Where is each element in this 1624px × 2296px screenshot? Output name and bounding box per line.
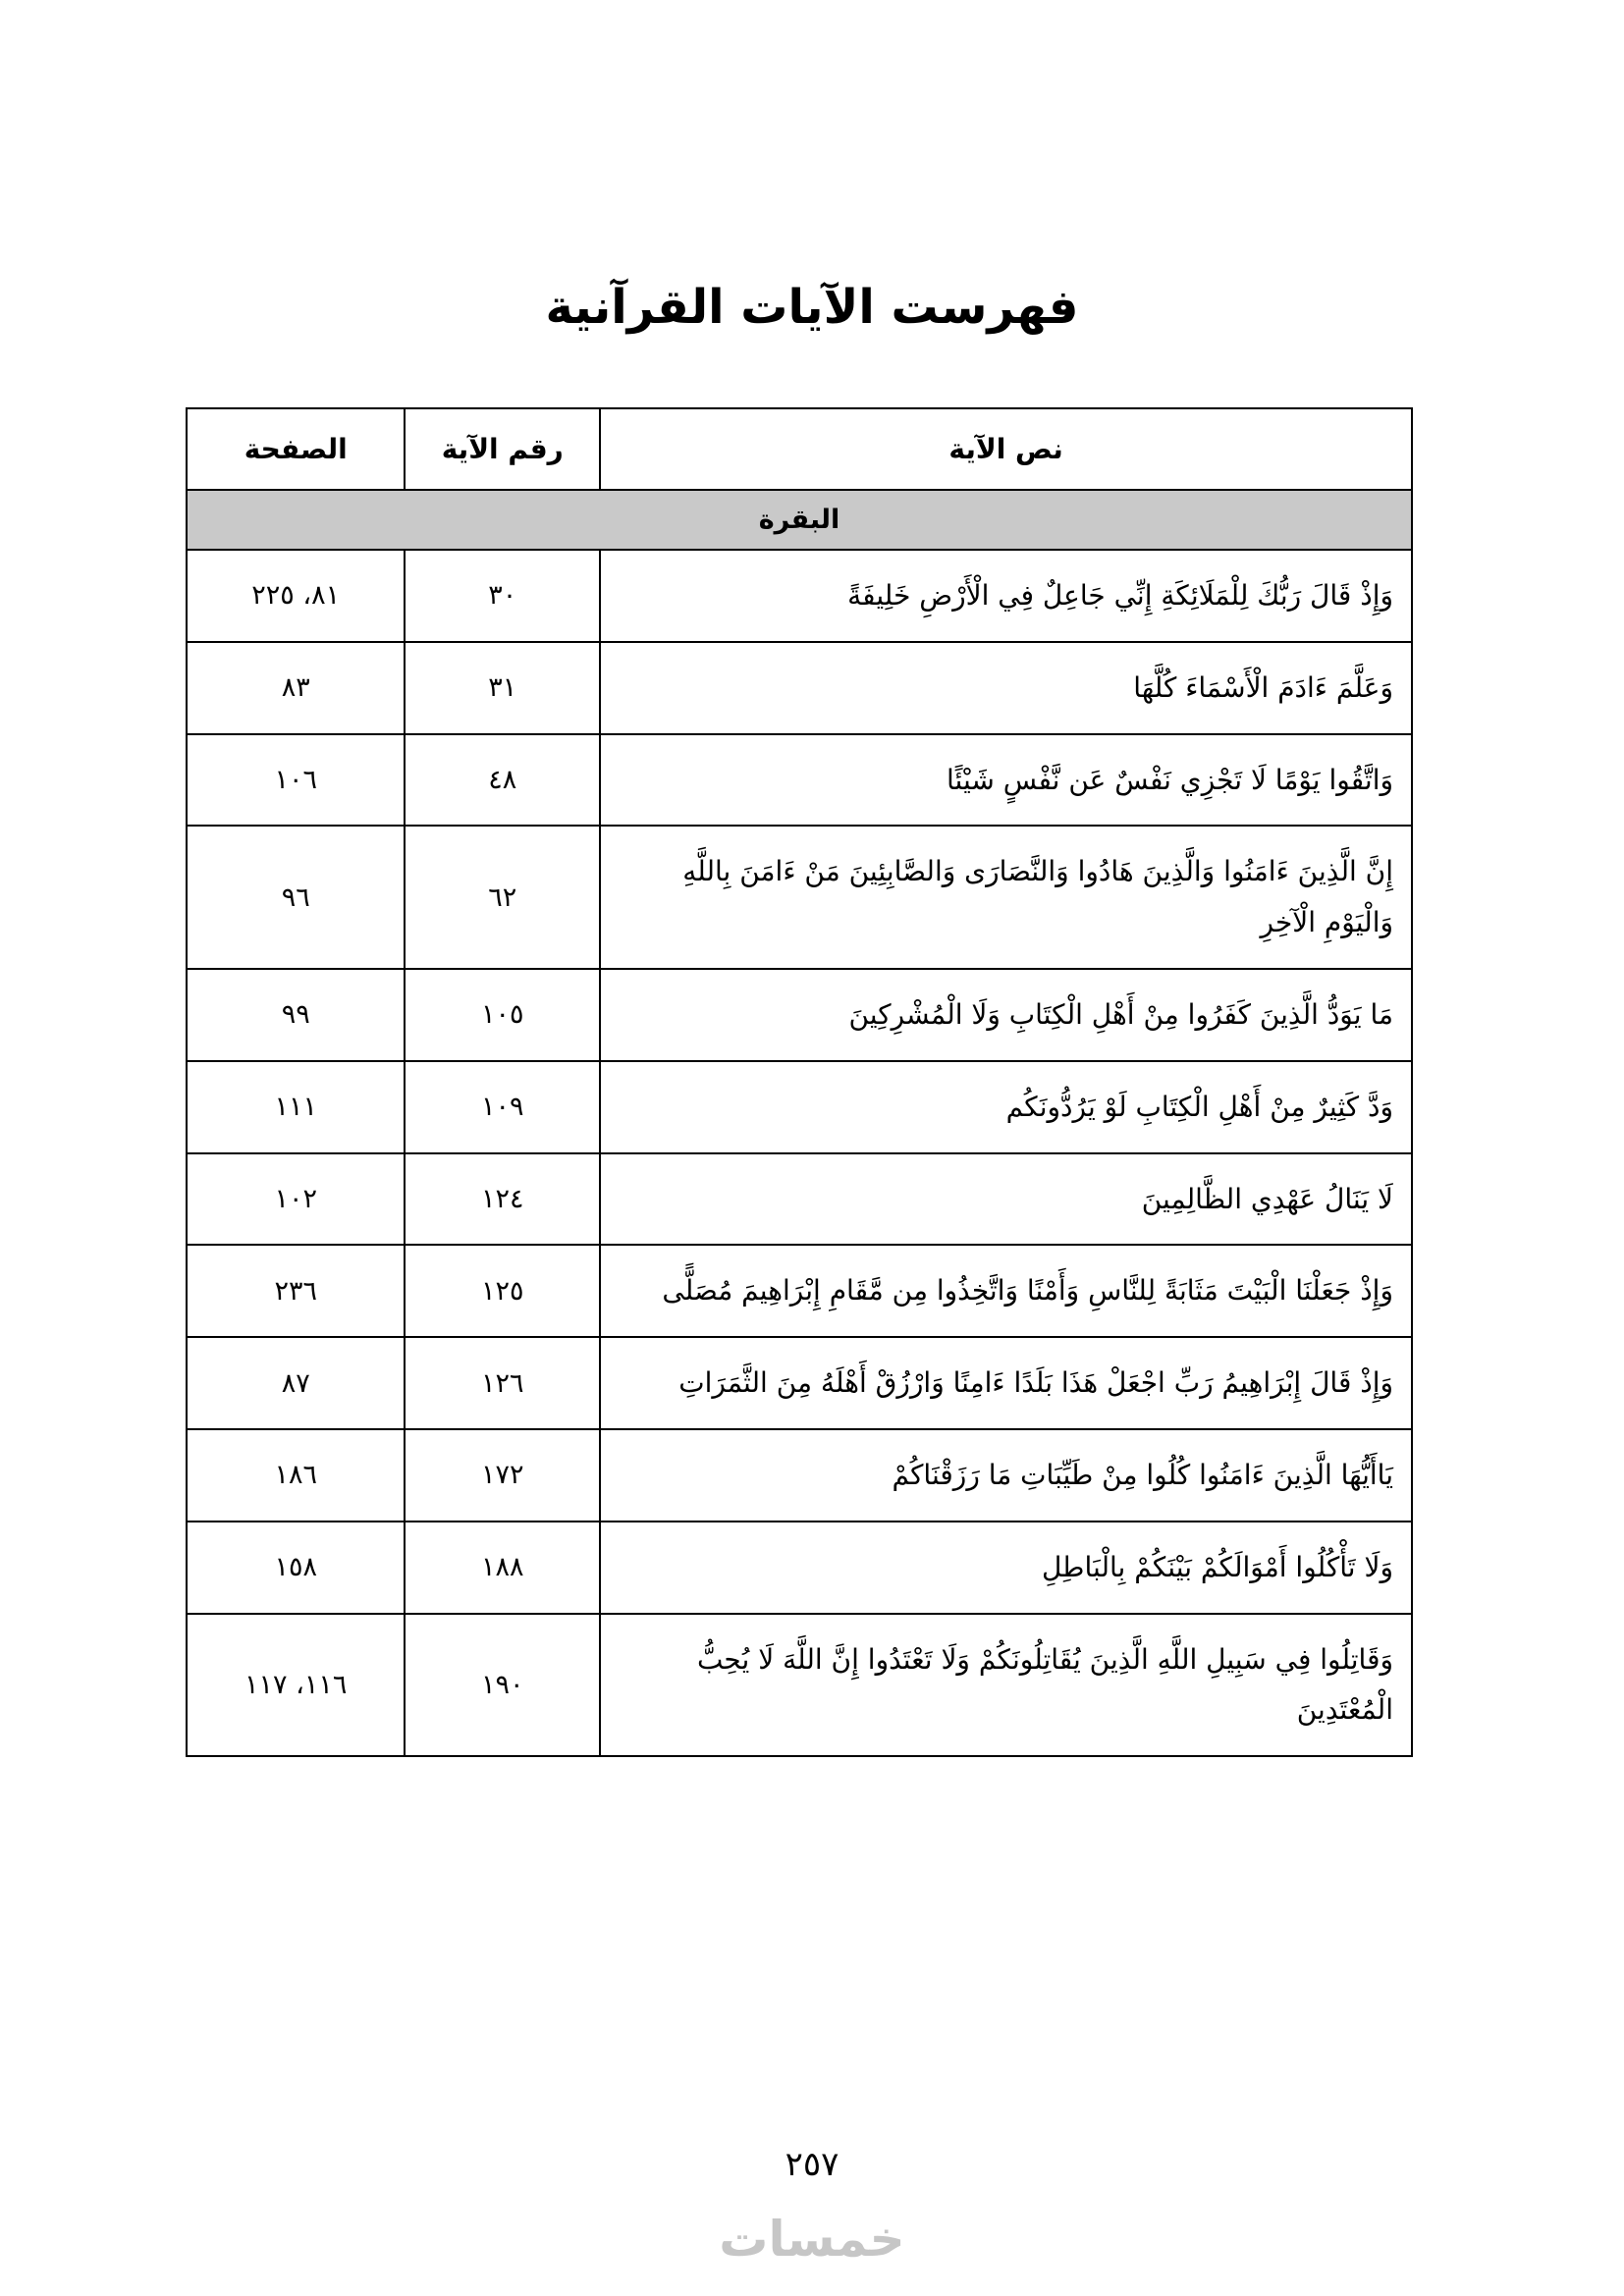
watermark-logo: خمسات: [719, 2211, 905, 2268]
table-row: [187, 1429, 1412, 1522]
verse-text-cell: وَقَاتِلُوا فِي سَبِيلِ اللَّهِ الَّذِينَ يُقَاتِلُونَكُمْ وَلَا تَعْتَدُوا إِنَّ اللَّهَ لَا يُحِبُّ الْمُعْتَدِينَ: [600, 1614, 1412, 1757]
verse-number-cell: ٣٠: [405, 550, 600, 642]
table-header-row: [187, 408, 1412, 490]
verse-text-cell: وَاتَّقُوا يَوْمًا لَا تَجْزِي نَفْسٌ عَن نَّفْسٍ شَيْئًا: [600, 734, 1412, 827]
verse-text-cell: وَإِذْ جَعَلْنَا الْبَيْتَ مَثَابَةً لِلنَّاسِ وَأَمْنًا وَاتَّخِذُوا مِن مَّقَامِ إِبْرَاهِيمَ مُصَلًّى: [600, 1245, 1412, 1337]
page-ref-cell: ٨١، ٢٢٥: [187, 550, 405, 642]
verse-text-cell: لَا يَنَالُ عَهْدِي الظَّالِمِينَ: [600, 1153, 1412, 1246]
verse-text-cell: وَدَّ كَثِيرٌ مِنْ أَهْلِ الْكِتَابِ لَوْ يَرُدُّونَكُم: [600, 1061, 1412, 1153]
table-row: [187, 550, 1412, 642]
page-ref-cell: ١٠٦: [187, 734, 405, 827]
column-header-page: الصفحة: [187, 408, 405, 490]
table-row: [187, 969, 1412, 1061]
verse-number-cell: ١٨٨: [405, 1522, 600, 1614]
verse-number-cell: ١٩٠: [405, 1614, 600, 1757]
page-ref-cell: ١٠٢: [187, 1153, 405, 1246]
column-header-verse-text: نص الآية: [600, 408, 1412, 490]
verse-number-cell: ٣١: [405, 642, 600, 734]
table-row: [187, 826, 1412, 969]
table-row: [187, 1522, 1412, 1614]
verse-number-cell: ٦٢: [405, 826, 600, 969]
page-ref-cell: ١٥٨: [187, 1522, 405, 1614]
table-row: [187, 642, 1412, 734]
page-ref-cell: ٢٣٦: [187, 1245, 405, 1337]
table-row: [187, 1614, 1412, 1757]
verse-number-cell: ١٢٤: [405, 1153, 600, 1246]
verse-number-cell: ١٢٥: [405, 1245, 600, 1337]
verse-number-cell: ١٠٥: [405, 969, 600, 1061]
page-ref-cell: ١١٦، ١١٧: [187, 1614, 405, 1757]
page-ref-cell: ١٨٦: [187, 1429, 405, 1522]
page-ref-cell: ٩٩: [187, 969, 405, 1061]
page-ref-cell: ٩٦: [187, 826, 405, 969]
verse-text-cell: وَلَا تَأْكُلُوا أَمْوَالَكُمْ بَيْنَكُمْ بِالْبَاطِلِ: [600, 1522, 1412, 1614]
verse-text-cell: إِنَّ الَّذِينَ ءَامَنُوا وَالَّذِينَ هَادُوا وَالنَّصَارَى وَالصَّابِئِينَ مَنْ ءَامَنَ بِاللَّهِ وَالْيَوْمِ الْآخِرِ: [600, 826, 1412, 969]
table-row: [187, 1245, 1412, 1337]
page-title: فهرست الآيات القرآنية: [545, 280, 1079, 335]
verse-text-cell: يَاأَيُّهَا الَّذِينَ ءَامَنُوا كُلُوا مِنْ طَيِّبَاتِ مَا رَزَقْنَاكُمْ: [600, 1429, 1412, 1522]
section-header-surah: البقرة: [187, 490, 1412, 550]
verse-text-cell: مَا يَوَدُّ الَّذِينَ كَفَرُوا مِنْ أَهْلِ الْكِتَابِ وَلَا الْمُشْرِكِينَ: [600, 969, 1412, 1061]
verse-text-cell: وَعَلَّمَ ءَادَمَ الْأَسْمَاءَ كُلَّهَا: [600, 642, 1412, 734]
page-ref-cell: ٨٣: [187, 642, 405, 734]
section-header-row: [187, 490, 1412, 550]
table-row: [187, 734, 1412, 827]
verse-number-cell: ٤٨: [405, 734, 600, 827]
verse-number-cell: ١٢٦: [405, 1337, 600, 1429]
verse-text-cell: وَإِذْ قَالَ رَبُّكَ لِلْمَلَائِكَةِ إِنِّي جَاعِلٌ فِي الْأَرْضِ خَلِيفَةً: [600, 550, 1412, 642]
footer-page-number: ٢٥٧: [785, 2145, 839, 2184]
table-row: [187, 1337, 1412, 1429]
verse-number-cell: ١٧٢: [405, 1429, 600, 1522]
verse-text-cell: وَإِذْ قَالَ إِبْرَاهِيمُ رَبِّ اجْعَلْ هَذَا بَلَدًا ءَامِنًا وَارْزُقْ أَهْلَهُ مِنَ الثَّمَرَاتِ: [600, 1337, 1412, 1429]
verse-number-cell: ١٠٩: [405, 1061, 600, 1153]
verses-table: [186, 407, 1413, 1757]
table-row: [187, 1061, 1412, 1153]
page-ref-cell: ١١١: [187, 1061, 405, 1153]
column-header-verse-number: رقم الآية: [405, 408, 600, 490]
table-row: [187, 1153, 1412, 1246]
page-ref-cell: ٨٧: [187, 1337, 405, 1429]
